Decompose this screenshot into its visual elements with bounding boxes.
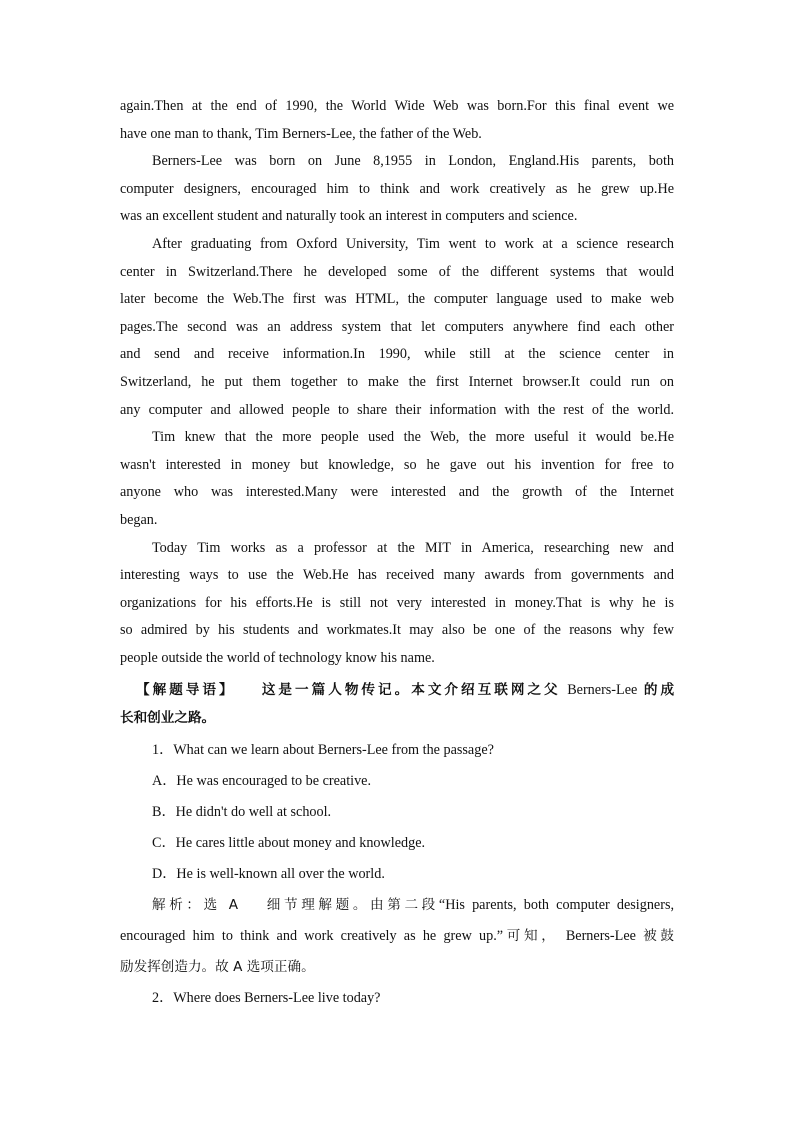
text-line: Berners-Lee was born on June 8,1955 in London, England.His parents, both [152, 153, 674, 170]
text-line: interesting ways to use the Web.He has received many awards from governments and [120, 567, 674, 584]
guide-name: Berners-Lee [567, 682, 638, 699]
text-line: pages.The second was an address system that let computers anywhere find each other [120, 318, 674, 335]
option-c[interactable]: C．He cares little about money and knowledge. [152, 835, 426, 852]
text-line: began. [120, 511, 158, 528]
analysis-line3: 励发挥创造力。故 A 选项正确。 [120, 959, 315, 976]
text-line: computer designers, encouraged him to think and work creatively as he grew up.He [120, 180, 674, 197]
text-line: Today Tim works as a professor at the MIT in America, researching new and [152, 539, 674, 556]
analysis-line [120, 921, 674, 952]
analysis-line [120, 890, 674, 921]
text-line: any computer and allowed people to share their information with the rest of the world. [120, 401, 674, 418]
question-1-stem: 1．What can we learn about Berners-Lee from the passage? [152, 742, 494, 759]
text-line: and send and receive information.In 1990, while still at the science center in [120, 346, 674, 363]
analysis-choice: 选 A [203, 897, 239, 914]
paragraph-2 [120, 231, 674, 424]
text-line: was an excellent student and naturally took an interest in computers and science. [120, 208, 578, 225]
text-line: After graduating from Oxford University, Tim went to work at a science research [152, 235, 674, 252]
text-line: anyone who was interested.Many were interested and the growth of the Internet [120, 484, 674, 501]
text-line: Switzerland, he put them together to make the first Internet browser.It could run on [120, 373, 674, 390]
guide-text-end: 的成 [643, 682, 675, 699]
guide-text-line2: 长和创业之路。 [120, 710, 216, 727]
text-line: so admired by his students and workmates.It may also be one of the reasons why few [120, 622, 674, 639]
text-line: center in Switzerland.There he developed some of the different systems that would [120, 263, 674, 280]
paragraph-4 [120, 535, 674, 673]
analysis-name: Berners-Lee [565, 928, 636, 945]
text-line: later become the Web.The first was HTML, the computer language used to make web [120, 291, 674, 308]
guide-label: 【解题导语】 [136, 682, 236, 699]
option-b[interactable]: B．He didn't do well at school. [152, 804, 332, 821]
text-line: have one man to thank, Tim Berners-Lee, the father of the Web. [120, 125, 482, 142]
analysis-quote: “His parents, both computer designers, [438, 897, 675, 914]
text-line: Tim knew that the more people used the Web, the more useful it would be.He [152, 429, 674, 446]
reading-guide [120, 676, 674, 732]
question-2-stem: 2．Where does Berners-Lee live today? [152, 990, 381, 1007]
document-content [120, 93, 674, 1014]
text-line: wasn't interested in money but knowledge, so he gave out his invention for free to [120, 456, 674, 473]
option-a[interactable]: A．He was encouraged to be creative. [152, 773, 372, 790]
text-line: people outside the world of technology know his name. [120, 649, 435, 666]
option-d[interactable]: D．He is well-known all over the world. [152, 866, 385, 883]
analysis [120, 890, 674, 983]
guide-text: 这是一篇人物传记。本文介绍互联网之父 [261, 682, 561, 699]
analysis-cn2: 可知， [503, 928, 559, 945]
guide-line [120, 676, 674, 704]
analysis-label: 解析： [152, 897, 204, 914]
paragraph-3 [120, 424, 674, 534]
analysis-cn3: 被鼓 [643, 928, 675, 945]
text-line: organizations for his efforts.He is still not very interested in money.That is why he is [120, 594, 674, 611]
paragraph-1 [120, 148, 674, 231]
paragraph-0 [120, 93, 674, 148]
analysis-line2-en: encouraged him to think and work creatively as he grew up.” [120, 928, 504, 945]
analysis-cn1: 细节理解题。由第二段 [266, 897, 439, 914]
text-line: again.Then at the end of 1990, the World Wide Web was born.For this final event we [120, 98, 674, 114]
